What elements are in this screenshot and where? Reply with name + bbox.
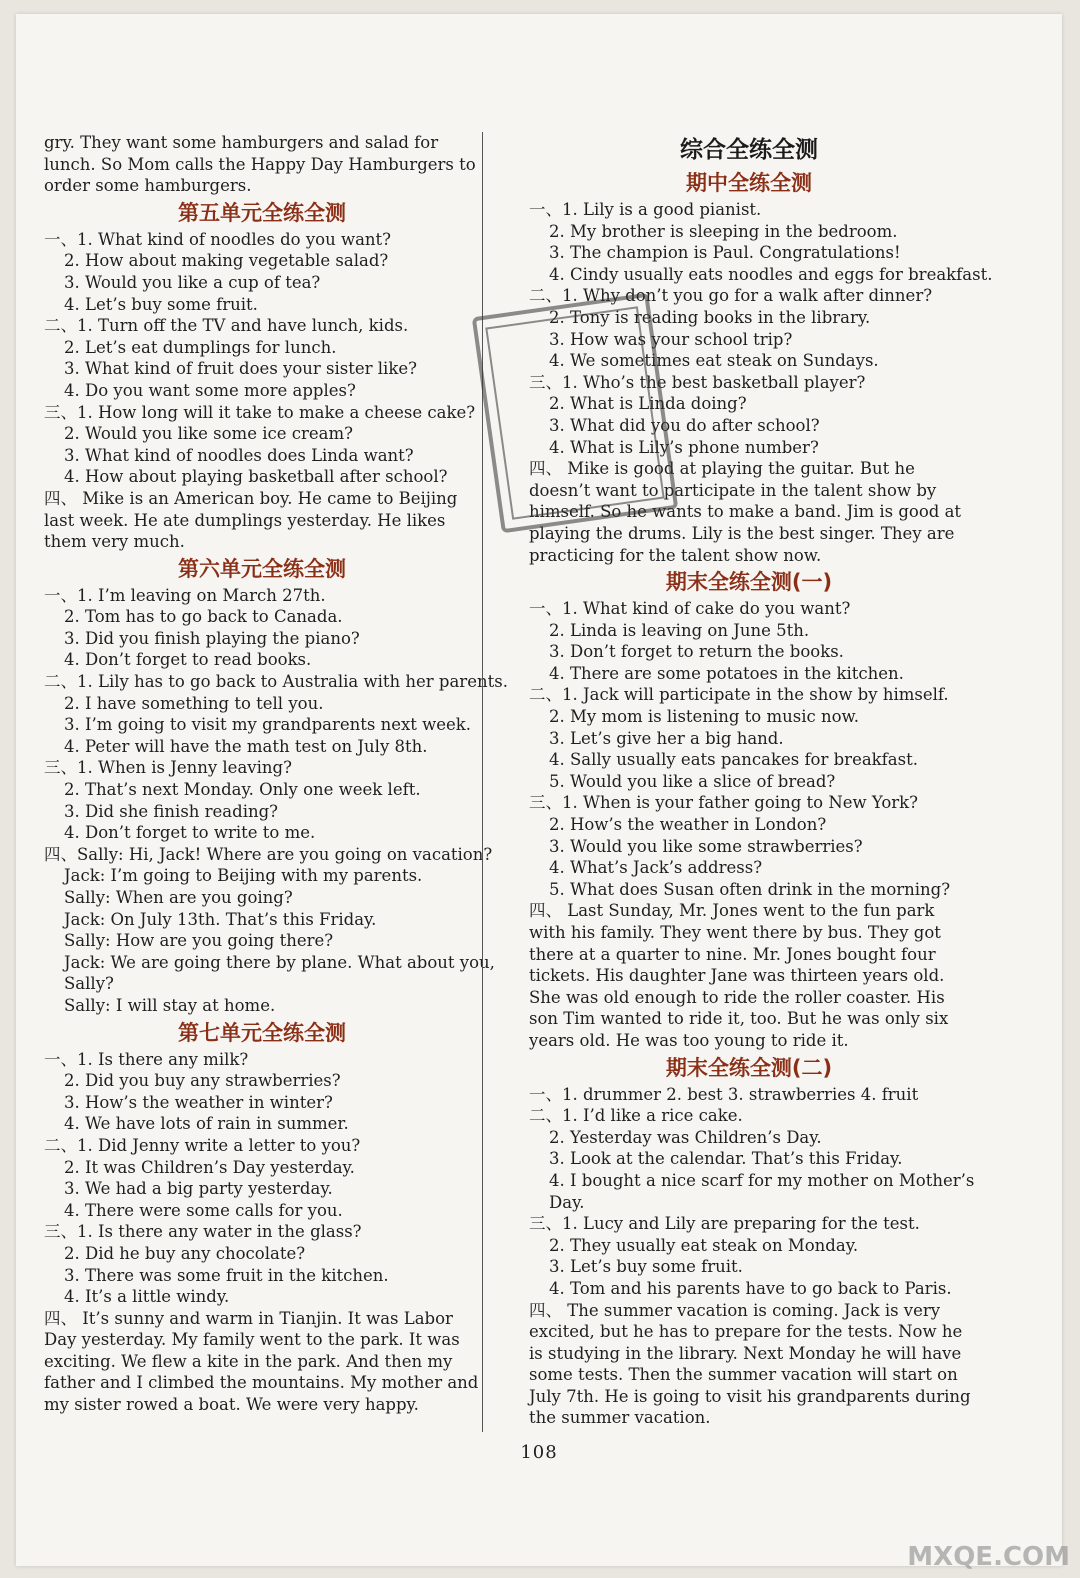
passage-line: July 7th. He is going to visit his grandparents during: [529, 1386, 971, 1406]
page: [16, 14, 1062, 1566]
answer-line: 三、1. When is Jenny leaving?: [44, 758, 292, 778]
answer-line: 4. I bought a nice scarf for my mother on Mother’s: [549, 1170, 975, 1190]
answer-line: 一、1. Lily is a good pianist.: [529, 200, 762, 219]
answer-line: 二、1. I’d like a rice cake.: [529, 1106, 743, 1126]
answer-line: 二、1. Why don’t you go for a walk after dinner?: [529, 286, 933, 306]
site-watermark: MXQE.COM: [907, 1542, 1070, 1572]
passage-line: is studying in the library. Next Monday he will have: [529, 1343, 962, 1363]
final2-section3: [529, 1213, 969, 1299]
answer-line: 二、1. Jack will participate in the show by himself.: [529, 685, 949, 705]
answer-line: 4. There were some calls for you.: [64, 1200, 343, 1220]
answer-line: 三、1. How long will it take to make a cheese cake?: [44, 402, 476, 422]
passage-line: doesn’t want to participate in the talent show by: [529, 480, 937, 500]
answer-line: 一、1. I’m leaving on March 27th.: [44, 585, 326, 605]
passage-line: them very much.: [44, 532, 185, 552]
passage-line: the summer vacation.: [529, 1408, 711, 1428]
answer-line: 3. Let’s buy some fruit.: [549, 1257, 743, 1277]
passage-line: my sister rowed a boat. We were very happy.: [44, 1395, 419, 1415]
answer-line: 4. Peter will have the math test on July 8th.: [64, 736, 428, 756]
passage-line: there at a quarter to nine. Mr. Jones bought four: [529, 944, 936, 964]
answer-line: 一、1. What kind of cake do you want?: [529, 599, 851, 619]
passage-line: last week. He ate dumplings yesterday. He likes: [44, 510, 446, 530]
answer-line: 2. I have something to tell you.: [64, 693, 324, 713]
answer-line: 5. Would you like a slice of bread?: [549, 771, 836, 791]
answer-line: 4. Tom and his parents have to go back to Paris.: [549, 1278, 952, 1298]
final2-section4: [529, 1300, 969, 1430]
answer-line: 二、1. Did Jenny write a letter to you?: [44, 1135, 361, 1155]
answer-line: Day.: [549, 1192, 585, 1212]
passage-line: tickets. His daughter Jane was thirteen years old.: [529, 966, 945, 986]
answer-line: 2. Let’s eat dumplings for lunch.: [64, 337, 337, 357]
final2-section1: [529, 1084, 969, 1106]
dialogue-line: Sally: When are you going?: [64, 888, 293, 907]
passage-line: 四、 Last Sunday, Mr. Jones went to the fun park: [529, 901, 935, 921]
answer-line: 3. Did you finish playing the piano?: [64, 628, 360, 648]
answer-line: 2. What is Linda doing?: [549, 394, 747, 414]
midterm-heading: 期中全练全测: [686, 171, 812, 195]
unit5-section1: [44, 229, 480, 315]
answer-line: 4. What is Lily’s phone number?: [549, 437, 819, 457]
answer-line: 4. Do you want some more apples?: [64, 380, 356, 400]
passage-line: son Tim wanted to ride it, too. But he was only six: [529, 1009, 949, 1029]
answer-line: 三、1. Is there any water in the glass?: [44, 1222, 362, 1242]
passage-line: Day yesterday. My family went to the park. It was: [44, 1330, 460, 1350]
answer-line: 2. Tom has to go back to Canada.: [64, 607, 343, 627]
text-line: order some hamburgers.: [44, 176, 252, 196]
answer-line: 5. What does Susan often drink in the morning?: [549, 879, 951, 899]
comprehensive-heading: 综合全练全测: [680, 137, 818, 163]
unit6-section1: [44, 585, 480, 671]
passage-line: 四、 It’s sunny and warm in Tianjin. It was Labor: [44, 1308, 453, 1328]
answer-line: 2. Did he buy any chocolate?: [64, 1243, 306, 1263]
final2-heading: 期末全练全测(二): [665, 1055, 833, 1080]
final1-section3: [529, 792, 969, 900]
unit7-section4: [44, 1308, 480, 1416]
dialogue-line: Sally: I will stay at home.: [64, 995, 276, 1015]
page-number: 108: [520, 1442, 558, 1463]
answer-line: 一、1. What kind of noodles do you want?: [44, 229, 392, 249]
answer-line: 3. What did you do after school?: [549, 415, 820, 435]
unit7-section3: [44, 1221, 480, 1307]
midterm-section1: [529, 199, 993, 285]
stamp-inner-border: [485, 306, 665, 520]
intro-paragraph: [44, 132, 480, 197]
answer-line: 3. Don’t forget to return the books.: [549, 642, 844, 662]
answer-line: 2. Tony is reading books in the library.: [549, 307, 871, 327]
answer-line: 3. Look at the calendar. That’s this Friday.: [549, 1149, 903, 1169]
answer-line: 2. They usually eat steak on Monday.: [549, 1235, 859, 1255]
answer-line: 4. What’s Jack’s address?: [549, 858, 763, 878]
stamp-mark: [472, 293, 679, 534]
answer-line: 3. We had a big party yesterday.: [64, 1179, 333, 1199]
answer-line: 2. It was Children’s Day yesterday.: [64, 1157, 355, 1177]
final1-heading: 期末全练全测(一): [665, 570, 833, 595]
answer-line: 二、1. Lily has to go back to Australia with her parents.: [44, 672, 508, 692]
answer-line: 2. My brother is sleeping in the bedroom.: [549, 221, 898, 241]
answer-line: 2. Did you buy any strawberries?: [64, 1071, 341, 1091]
answer-line: 2. My mom is listening to music now.: [549, 707, 859, 727]
final2-section2: [529, 1105, 975, 1213]
answer-line: 二、1. Turn off the TV and have lunch, kids.: [44, 316, 409, 336]
final1-section1: [529, 598, 969, 684]
dialogue-line: Sally: How are you going there?: [64, 931, 334, 951]
unit7-section2: [44, 1135, 480, 1221]
passage-line: some tests. Then the summer vacation will start on: [529, 1365, 958, 1385]
answer-line: 3. Did she finish reading?: [64, 801, 279, 821]
unit5-section2: [44, 315, 480, 401]
answer-line: 4. Don’t forget to write to me.: [64, 823, 316, 843]
answer-line: 三、1. Who’s the best basketball player?: [529, 372, 866, 392]
dialogue-line: Jack: I’m going to Beijing with my parents.: [64, 866, 423, 886]
unit5-heading: 第五单元全练全测: [178, 200, 346, 225]
answer-line: 3. I’m going to visit my grandparents next week.: [64, 715, 472, 735]
answer-line: 4. We have lots of rain in summer.: [64, 1114, 349, 1134]
left-column: [44, 132, 508, 1416]
answer-line: 4. Don’t forget to read books.: [64, 650, 312, 670]
answer-line: 3. How was your school trip?: [549, 329, 793, 349]
answer-line: 3. Let’s give her a big hand.: [549, 728, 784, 748]
dialogue-line: 四、Sally: Hi, Jack! Where are you going on vacation?: [44, 844, 493, 864]
answer-line: 4. It’s a little windy.: [64, 1287, 230, 1307]
answer-line: 2. How’s the weather in London?: [549, 815, 827, 835]
passage-line: 四、 Mike is good at playing the guitar. But he: [529, 459, 915, 479]
unit6-section3: [44, 757, 480, 843]
text-line: lunch. So Mom calls the Happy Day Hamburgers to: [44, 154, 476, 174]
unit6-heading: 第六单元全练全测: [178, 556, 346, 581]
final1-section2: [529, 684, 969, 792]
answer-line: 三、1. When is your father going to New York?: [529, 793, 919, 813]
answer-line: 3. Would you like a cup of tea?: [64, 272, 321, 292]
answer-line: 一、1. Is there any milk?: [44, 1049, 249, 1069]
passage-line: exciting. We flew a kite in the park. And then my: [44, 1351, 453, 1371]
answer-line: 4. Sally usually eats pancakes for breakfast.: [549, 750, 918, 770]
dialogue-line: Sally?: [64, 974, 114, 994]
answer-line: 三、1. Lucy and Lily are preparing for the test.: [529, 1214, 920, 1234]
passage-line: 四、 The summer vacation is coming. Jack is very: [529, 1300, 941, 1320]
passage-line: father and I climbed the mountains. My mother and: [44, 1373, 479, 1393]
unit7-heading: 第七单元全练全测: [178, 1020, 346, 1045]
answer-line: 4. How about playing basketball after school?: [64, 467, 448, 487]
answer-line: 2. How about making vegetable salad?: [64, 251, 389, 271]
passage-line: excited, but he has to prepare for the tests. Now he: [529, 1322, 963, 1342]
passage-line: She was old enough to ride the roller coaster. His: [529, 987, 945, 1007]
answer-line: 4. Let’s buy some fruit.: [64, 294, 258, 314]
passage-line: with his family. They went there by bus. They got: [529, 923, 941, 942]
unit7-section1: [44, 1049, 480, 1135]
unit6-section2: [44, 671, 508, 757]
unit5-section4: [44, 488, 480, 553]
answer-line: 2. Linda is leaving on June 5th.: [549, 620, 810, 640]
answer-line: 3. The champion is Paul. Congratulations!: [549, 243, 901, 263]
final1-section4: [529, 900, 969, 1051]
answer-line: 2. That’s next Monday. Only one week left.: [64, 780, 421, 800]
passage-line: himself. So he wants to make a band. Jim is good at: [529, 502, 962, 522]
passage-line: playing the drums. Lily is the best singer. They are: [529, 523, 955, 543]
answer-line: 4. Cindy usually eats noodles and eggs for breakfast.: [549, 264, 993, 284]
text-line: gry. They want some hamburgers and salad for: [44, 133, 439, 152]
answer-line: 3. What kind of noodles does Linda want?: [64, 445, 414, 465]
passage-line: 四、 Mike is an American boy. He came to Beijing: [44, 488, 458, 508]
unit6-section4: [44, 844, 495, 1017]
answer-line: 2. Yesterday was Children’s Day.: [549, 1127, 822, 1147]
passage-line: years old. He was too young to ride it.: [529, 1030, 849, 1050]
answer-line: 2. Would you like some ice cream?: [64, 424, 353, 444]
answer-line: 4. There are some potatoes in the kitchen.: [549, 663, 904, 683]
passage-line: practicing for the talent show now.: [529, 545, 822, 565]
answer-line: 一、1. drummer 2. best 3. strawberries 4. fruit: [529, 1084, 919, 1104]
answer-line: 3. How’s the weather in winter?: [64, 1092, 333, 1112]
dialogue-line: Jack: We are going there by plane. What about you,: [64, 952, 495, 972]
answer-line: 4. We sometimes eat steak on Sundays.: [549, 351, 879, 371]
answer-line: 3. What kind of fruit does your sister like?: [64, 359, 417, 379]
answer-line: 3. There was some fruit in the kitchen.: [64, 1265, 389, 1285]
answer-line: 3. Would you like some strawberries?: [549, 836, 863, 856]
dialogue-line: Jack: On July 13th. That’s this Friday.: [64, 909, 377, 929]
unit5-section3: [44, 402, 480, 488]
